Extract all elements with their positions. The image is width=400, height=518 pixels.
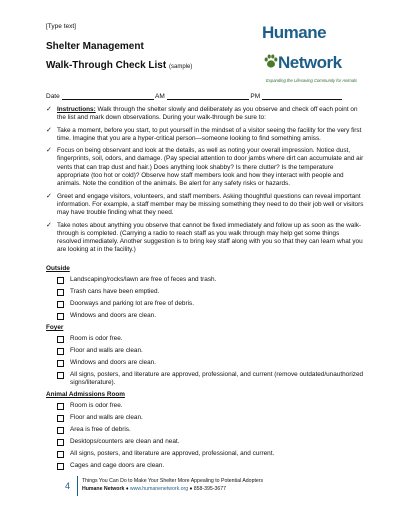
footer-url-link[interactable]: www.humanenetwork.org xyxy=(129,486,189,492)
checklist-item: Room is odor free. xyxy=(46,402,364,410)
check-icon: ✓ xyxy=(46,106,52,113)
check-icon: ✓ xyxy=(46,221,52,229)
checkbox[interactable] xyxy=(57,415,64,422)
section-title-foyer: Foyer xyxy=(46,324,64,331)
checkbox[interactable] xyxy=(57,451,64,458)
checklist-item: Room is odor free. xyxy=(46,335,364,343)
subtitle-text: Walk-Through Check List xyxy=(46,60,167,71)
checklist-item: Floor and walls are clean. xyxy=(46,347,364,355)
checkbox[interactable] xyxy=(57,277,64,284)
footer-org: Humane Network xyxy=(82,486,125,492)
section-title-animal-admissions: Animal Admissions Room xyxy=(46,391,125,398)
date-label: Date xyxy=(46,93,60,100)
paw-icon xyxy=(264,53,278,69)
checkbox[interactable] xyxy=(57,427,64,434)
checklist-item: Cages and cage doors are clean. xyxy=(46,462,364,470)
checkbox[interactable] xyxy=(57,289,64,296)
footer-divider xyxy=(77,476,78,496)
instruction-item: ✓ Take notes about anything you observe that cannot be fixed immediately and follow up as soon as the walk-through is completed. (Carrying a radio to reach staff as you walk through may help get some things resolved immediately. Another suggestion is to bring key staff along with you so that they can learn what you are looking at in the facility.) xyxy=(46,221,363,254)
checkbox[interactable] xyxy=(57,372,64,379)
page-subtitle xyxy=(46,60,192,71)
checkbox[interactable] xyxy=(57,360,64,367)
checkbox[interactable] xyxy=(57,336,64,343)
page-number: 4 xyxy=(65,481,71,491)
pm-field[interactable] xyxy=(262,92,342,100)
checklist-item: All signs, posters, and literature are approved, professional, and current (remove outdated/unauthorized signs/literature). xyxy=(46,371,364,387)
checkbox[interactable] xyxy=(57,348,64,355)
checkbox[interactable] xyxy=(57,463,64,470)
section-title-outside: Outside xyxy=(46,265,70,272)
date-line xyxy=(46,92,342,100)
page-title: Shelter Management xyxy=(46,41,144,52)
checklist-item: Doorways and parking lot are free of debris. xyxy=(46,300,364,308)
instruction-list xyxy=(46,106,364,259)
page-footer xyxy=(48,474,298,500)
logo-word-humane: Humane xyxy=(262,23,327,42)
instruction-item: ✓ Focus on being observant and look at the details, as well as noting your overall impression. Notice dust, fingerprints, soil, odors, and damage. (Pay special attention to door jambs where dirt can accumulate and air vents that can trap dust and hair.) Does anything look shabby? Is there clutter? Is the temperature appropriate (too hot or cold)? Observe how staff members look and how they interact with people and animals. Note the condition of the animals. Be alert for any safety risks or hazards. xyxy=(46,147,364,188)
instruction-item: ✓ Instructions: Walk through the shelter slowly and deliberately as you observe and check off each point on the list and mark down observations. During your walk-through be sure to: xyxy=(46,106,358,122)
checkbox[interactable] xyxy=(57,313,64,320)
checklist-item: All signs, posters, and literature are approved, professional, and current. xyxy=(46,450,364,458)
logo-tagline: Expanding the Lifesaving Community for Animals xyxy=(266,78,358,83)
checklist-item: Landscaping/rocks/lawn are free of feces and trash. xyxy=(46,276,364,284)
footer-contact: Humane Network ♦ www.humanenetwork.org ♦ 858-395-3677 xyxy=(82,486,226,492)
check-icon: ✓ xyxy=(46,126,52,134)
checklist-item: Floor and walls are clean. xyxy=(46,414,364,422)
checklist-item: Area is free of debris. xyxy=(46,426,364,434)
checklist-item: Windows and doors are clean. xyxy=(46,312,364,320)
am-field[interactable] xyxy=(167,92,249,100)
checkbox[interactable] xyxy=(57,301,64,308)
footer-phone: 858-395-3677 xyxy=(193,486,226,492)
check-icon: ✓ xyxy=(46,192,52,200)
checklist-item: Windows and doors are clean. xyxy=(46,359,364,367)
am-label: AM xyxy=(155,93,165,100)
checklist-item: Trash cans have been emptied. xyxy=(46,288,364,296)
pm-label: PM xyxy=(250,93,261,100)
checkbox[interactable] xyxy=(57,403,64,410)
footer-title: Things You Can Do to Make Your Shelter More Appealing to Potential Adopters xyxy=(82,478,264,484)
humane-network-logo xyxy=(262,23,362,87)
instruction-item: ✓ Greet and engage visitors, volunteers, and staff members. Asking thoughtful questions can reveal important information. For example, a staff member may be missing something they need to do their job well or visitors may have trouble finding what they need. xyxy=(46,192,364,217)
subtitle-sample: (sample) xyxy=(168,64,193,70)
header-type-text: [Type text] xyxy=(46,23,76,30)
logo-word-network: Network xyxy=(278,53,342,72)
checklist-item: Desktops/counters are clean and neat. xyxy=(46,438,364,446)
checkbox[interactable] xyxy=(57,439,64,446)
check-icon: ✓ xyxy=(46,147,52,155)
date-field[interactable] xyxy=(62,92,154,100)
instruction-item: ✓ Take a moment, before you start, to put yourself in the mindset of a visitor seeing the facility for the very first time. Imagine that you are a hyper-critical person—someone looking to find something amiss. xyxy=(46,126,362,142)
checklist-sections xyxy=(46,262,364,474)
